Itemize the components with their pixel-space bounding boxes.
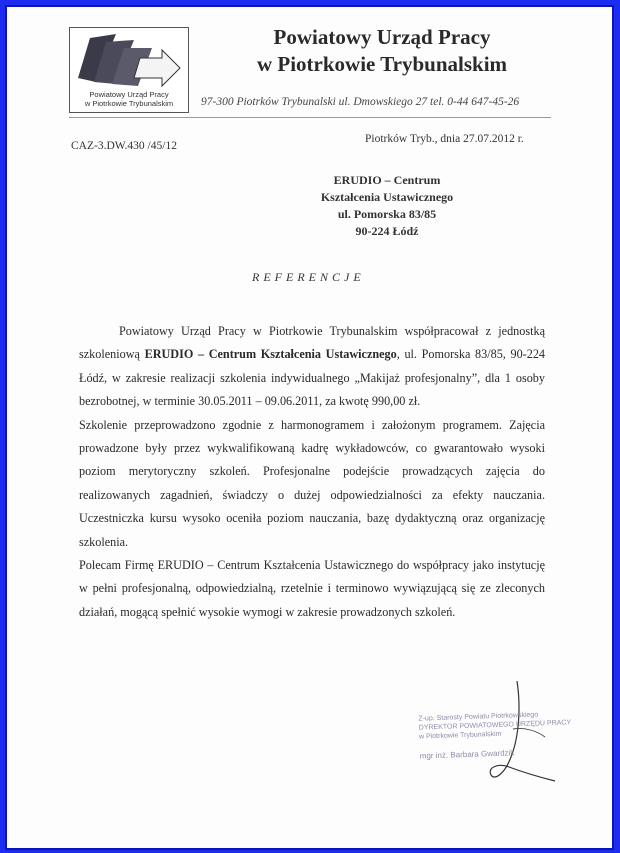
paragraph-2: Szkolenie przeprowadzono zgodnie z harmonogramem i założonym programem. Zajęcia prowadzone były przez wykwalifikowaną kadrę wykładowców, co gwarantowało wysoki poziom merytoryczny szkoleń. Profesjonalne podejście prowadzących zajęcia do realizowanych zagadnień, świadczy o dużej odpowiedzialności za efekty nauczania. Uczestniczka kursu wysoko oceniła poziom nauczania, bazę dydaktyczną oraz organizację szkolenia. xyxy=(79,417,545,549)
document-page xyxy=(5,5,614,850)
stamp-line2: DYREKTOR POWIATOWEGO URZĘDU PRACY xyxy=(418,719,572,732)
office-address: 97-300 Piotrków Trybunalski ul. Dmowskiego 27 tel. 0-44 647-45-26 xyxy=(201,96,520,108)
paragraph-3: Polecam Firmę ERUDIO – Centrum Kształcenia Ustawicznego do współpracy jako instytucję w pełni profesjonalną, odpowiedzialną, rzetelnie i terminowo wywiązującą się ze zleconych działań, mogącą spełnić wysokie wymogi w zakresie prowadzonych szkoleń. xyxy=(79,558,545,619)
stamp-line4: mgr inż. Barbara Gwardzik xyxy=(419,748,515,761)
recipient-block xyxy=(297,172,477,240)
logo-text-line2: w Piotrkowie Trybunalskim xyxy=(84,99,174,108)
office-title-line1: Powiatowy Urząd Pracy xyxy=(273,25,491,49)
document-heading: REFERENCJE xyxy=(252,270,365,284)
paragraph-1 xyxy=(79,320,545,414)
paragraph-1-bold: ERUDIO – Centrum Kształcenia Ustawicznego xyxy=(144,347,397,362)
paragraph-1-text-a: Powiatowy Urząd Pracy w Piotrkowie Trybunalskim współpracował z jednostką szkoleniową xyxy=(79,324,545,362)
header-divider xyxy=(69,117,551,118)
office-title-line2: w Piotrkowie Trybunalskim xyxy=(256,52,508,76)
recipient-line3: ul. Pomorska 83/85 xyxy=(337,207,437,221)
logo xyxy=(69,27,189,113)
recipient-line4: 90-224 Łódź xyxy=(355,224,419,238)
document-date: Piotrków Tryb., dnia 27.07.2012 r. xyxy=(365,133,524,145)
stamp-line3: w Piotrkowie Trybunalskim xyxy=(418,730,502,741)
recipient-line2: Kształcenia Ustawicznego xyxy=(320,190,454,204)
paragraph-1-text-b: , ul. Pomorska 83/85, 90-224 Łódź, w zakresie realizacji szkolenia indywidualnego „Makijaż profesjonalny”, dla 1 osoby bezrobotnej, w terminie 30.05.2011 – 09.06.2011, za kwotę 990,00 zł. xyxy=(79,347,546,409)
logo-text-line1: Powiatowy Urząd Pracy xyxy=(89,90,169,99)
letter-body xyxy=(79,320,545,624)
reference-number: CAZ-3.DW.430 /45/12 xyxy=(71,140,177,152)
logo-arrows-icon xyxy=(76,32,182,90)
stamp-line1: Z-up. Starosty Powiatu Piotrkowskiego xyxy=(418,711,539,723)
recipient-line1: ERUDIO – Centrum xyxy=(333,173,441,187)
official-stamp xyxy=(418,709,570,760)
